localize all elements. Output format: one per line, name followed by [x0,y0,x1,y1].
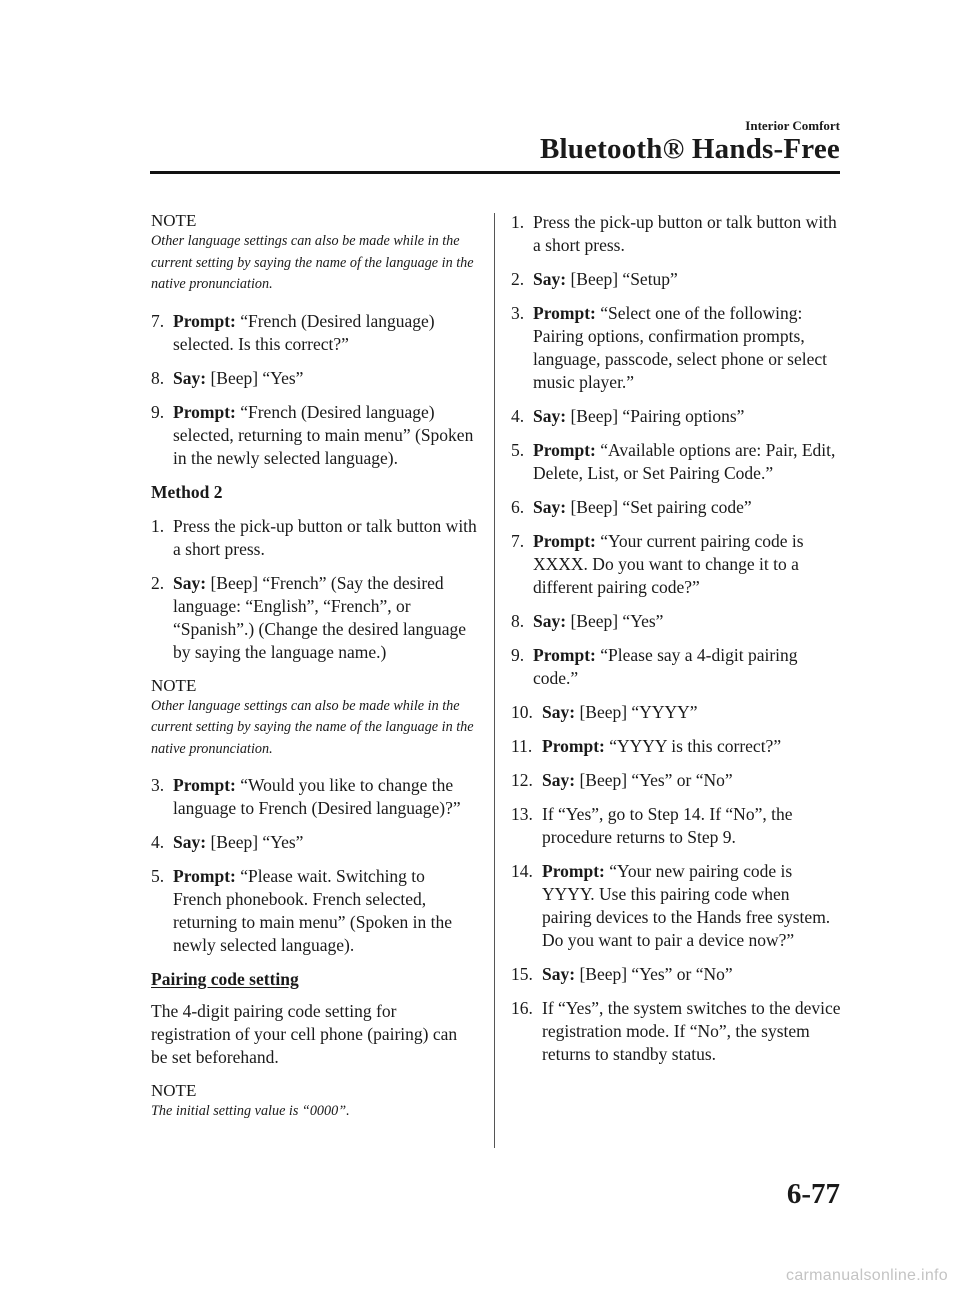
section-heading: Pairing code setting [151,969,299,989]
step-item [511,268,843,291]
step-number: 8. [151,367,165,388]
step-text: Press the pick-up button or talk button with a short press. [173,515,477,559]
step-item [151,401,477,470]
step-label: Prompt: [173,401,236,422]
page-title: Bluetooth® Hands-Free [539,133,840,165]
step-text: [Beep] “Setup” [566,269,678,289]
step-number: 9. [511,645,525,665]
step-item [151,367,477,390]
step-item [511,439,843,485]
step-item [511,405,843,428]
page-number: 6-77 [786,1178,840,1210]
header-rule [150,171,840,174]
note-heading: NOTE [151,1081,197,1100]
step-label: Say: [533,497,567,517]
step-text: [Beep] “YYYY” [575,702,698,722]
step-item [511,963,843,986]
left-column [151,210,477,1137]
step-label: Say: [173,832,207,852]
step-text: If “Yes”, the system switches to the device registration mode. If “No”, the system returns to standby status. [542,998,841,1064]
step-item [511,644,843,690]
header-section-label: Interior Comfort [745,118,840,133]
step-item [151,572,477,664]
step-number: 9. [151,401,165,422]
step-label: Say: [542,964,576,984]
step-label: Prompt: [533,440,596,460]
step-number: 16. [511,998,533,1018]
right-column [511,211,843,1077]
step-text: Press the pick-up button or talk button with a short press. [533,212,837,255]
step-item [151,515,477,561]
step-label: Say: [173,572,207,593]
step-number: 14. [511,861,533,881]
step-label: Prompt: [173,310,236,331]
step-label: Prompt: [533,645,596,665]
step-item [511,997,843,1066]
step-label: Say: [533,406,567,426]
step-text: [Beep] “Yes” [206,367,304,388]
step-label: Prompt: [173,775,236,795]
step-text: [Beep] “French” (Say the desired language: “English”, “French”, or “Spanish”.) (Change the desired language by saying the language name.) [173,572,467,662]
note-text: Other language settings can also be made while in the current setting by saying the name of the language in the native pronunciation. [151,697,474,757]
step-label: Prompt: [542,861,605,881]
step-text: “Available options are: Pair, Edit, Delete, List, or Set Pairing Code.” [533,440,836,483]
step-label: Prompt: [533,531,596,551]
step-number: 3. [151,775,165,795]
step-text: [Beep] “Yes” [566,611,664,631]
step-item [511,496,843,519]
step-item [511,769,843,792]
step-number: 4. [511,406,525,426]
step-text: “French (Desired language) selected, returning to main menu” (Spoken in the newly selected language). [173,401,474,468]
step-number: 8. [511,611,525,631]
step-number: 6. [511,497,525,517]
step-text: “Your new pairing code is YYYY. Use this pairing code when pairing devices to the Hands free system. Do you want to pair a device now?” [542,861,831,950]
step-number: 15. [511,964,533,984]
step-list [151,774,477,957]
step-number: 13. [511,804,533,824]
watermark: carmanualsonline.info [786,1267,948,1284]
step-text: “Select one of the following: Pairing options, confirmation prompts, language, passcode, select phone or select music player.” [533,303,827,392]
step-text: “Please wait. Switching to French phonebook. French selected, returning to main menu” (Spoken in the newly selected language). [173,866,452,955]
step-item [511,735,843,758]
step-text: If “Yes”, go to Step 14. If “No”, the procedure returns to Step 9. [542,804,793,847]
step-item [511,803,843,849]
note-text: Other language settings can also be made while in the current setting by saying the name of the language in the native pronunciation. [151,233,474,292]
step-list [151,515,477,664]
step-item [511,211,843,257]
step-text: “French (Desired language) selected. Is this correct?” [173,310,435,354]
note-text: The initial setting value is “0000”. [151,1103,350,1119]
step-label: Say: [542,770,576,790]
step-item [151,310,477,356]
method-heading: Method 2 [151,481,223,502]
step-item [151,865,477,957]
step-label: Prompt: [173,866,236,886]
step-number: 4. [151,832,165,852]
step-list [511,211,843,1066]
step-number: 11. [511,736,533,756]
step-label: Prompt: [533,303,596,323]
note-heading: NOTE [151,211,197,230]
step-item [151,831,477,854]
step-item [511,610,843,633]
step-text: [Beep] “Yes” or “No” [575,770,733,790]
step-text: “Please say a 4-digit pairing code.” [533,645,798,688]
step-label: Say: [533,269,567,289]
step-number: 12. [511,770,533,790]
step-label: Say: [542,702,576,722]
step-number: 10. [511,702,533,722]
step-number: 7. [151,310,165,331]
step-text: [Beep] “Yes” or “No” [575,964,733,984]
step-text: “Your current pairing code is XXXX. Do you want to change it to a different pairing code?” [533,531,804,597]
body-paragraph: The 4-digit pairing code setting for registration of your cell phone (pairing) can be set beforehand. [151,1001,458,1067]
step-number: 1. [511,212,525,232]
step-text: [Beep] “Pairing options” [566,406,745,426]
column-divider [494,213,495,1148]
step-item [151,774,477,820]
step-number: 5. [511,440,525,460]
step-text: [Beep] “Yes” [206,832,304,852]
step-number: 3. [511,303,525,323]
step-text: [Beep] “Set pairing code” [566,497,752,517]
step-number: 1. [151,515,165,536]
step-item [511,302,843,394]
step-text: “YYYY is this correct?” [604,736,782,756]
step-label: Say: [533,611,567,631]
step-text: “Would you like to change the language to French (Desired language)?” [173,775,461,818]
note-heading: NOTE [151,675,197,695]
step-number: 5. [151,866,165,886]
step-number: 7. [511,531,525,551]
step-item [511,530,843,599]
step-number: 2. [511,269,525,289]
step-list [151,310,477,470]
step-item [511,701,843,724]
step-label: Say: [173,367,207,388]
step-number: 2. [151,572,165,593]
step-item [511,860,843,952]
step-label: Prompt: [542,736,605,756]
